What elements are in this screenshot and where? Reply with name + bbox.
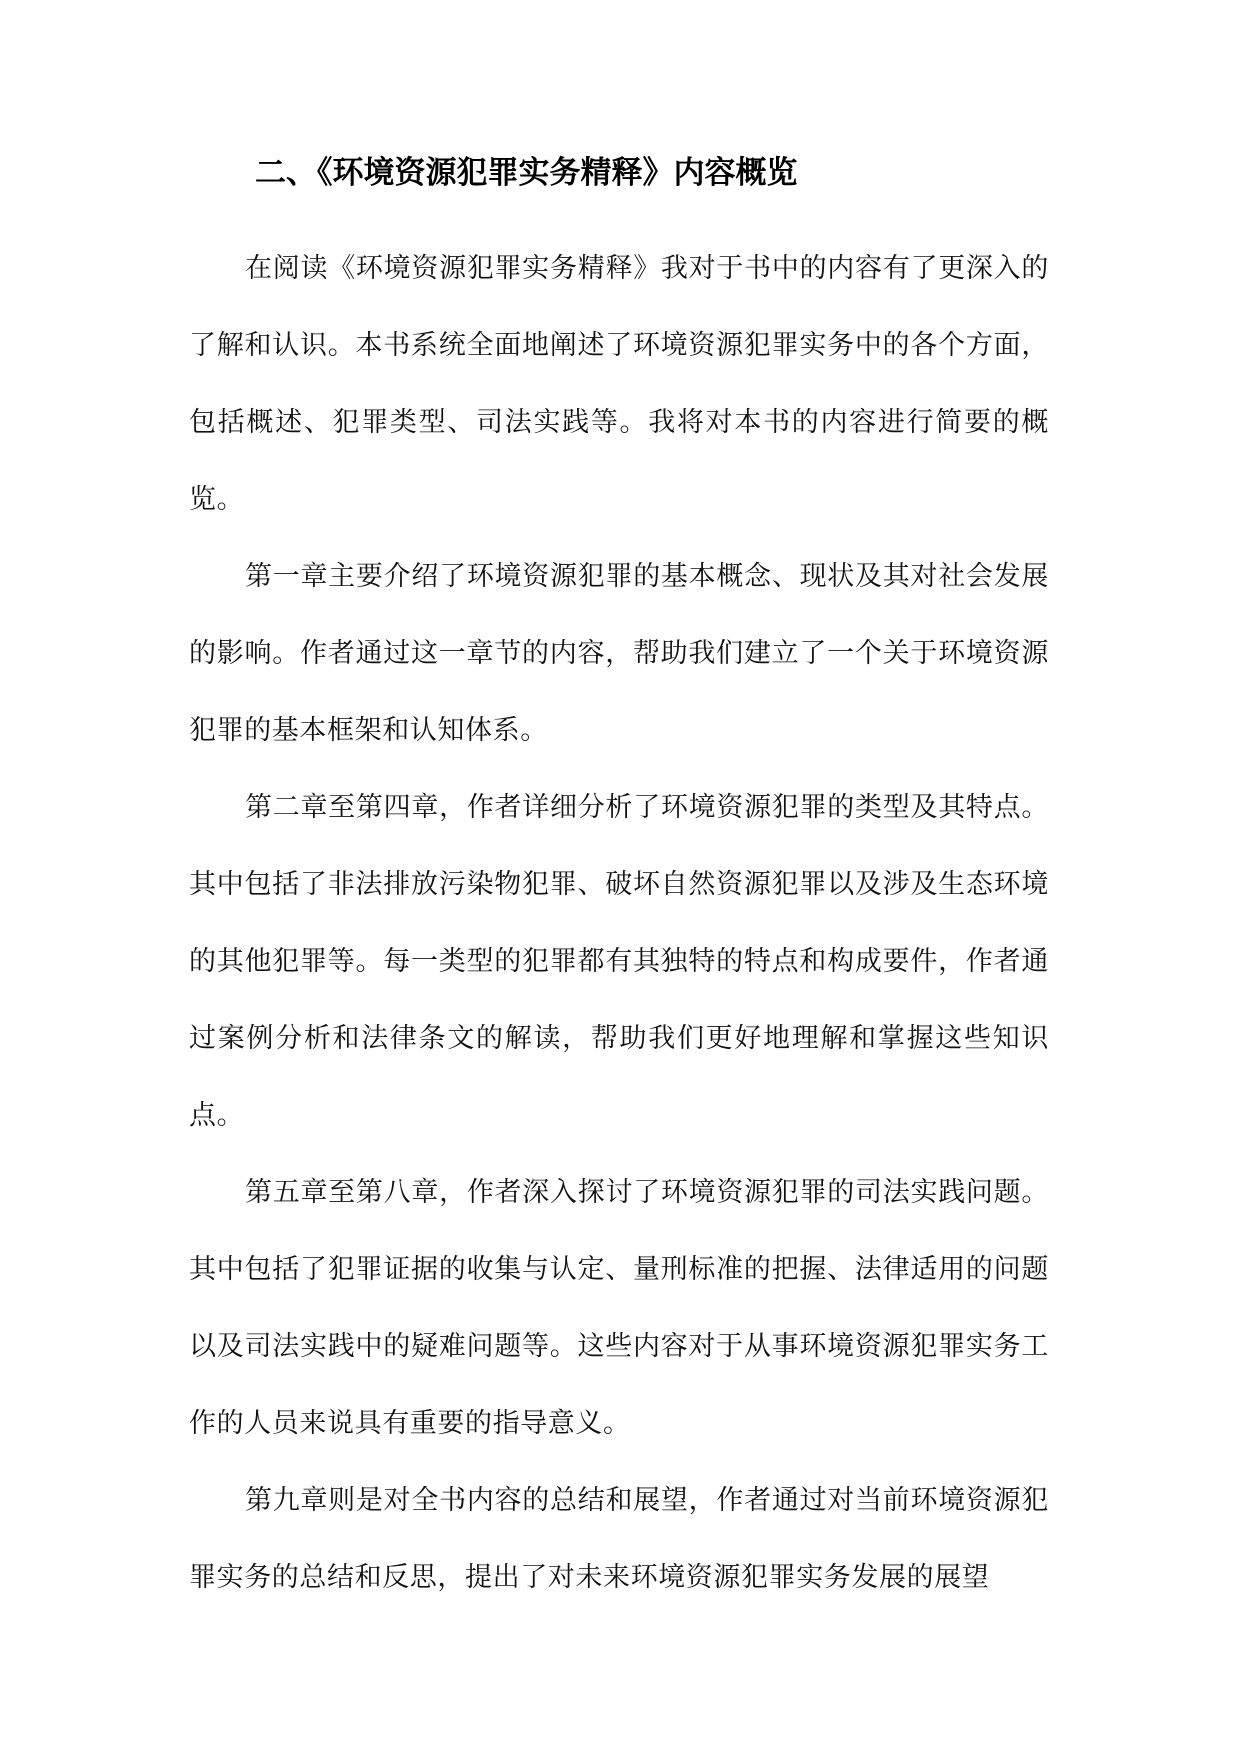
paragraph-chapter-9: 第九章则是对全书内容的总结和展望，作者通过对当前环境资源犯罪实务的总结和反思，提出了对未来环境资源犯罪实务发展的展望 [189,1485,1049,1593]
paragraph-intro: 在阅读《环境资源犯罪实务精释》我对于书中的内容有了更深入的了解和认识。本书系统全面地阐述了环境资源犯罪实务中的各个方面，包括概述、犯罪类型、司法实践等。我将对本书的内容进行简要的概览。 [189,253,1049,515]
paragraph-chapters-2-4: 第二章至第四章，作者详细分析了环境资源犯罪的类型及其特点。其中包括了非法排放污染物犯罪、破坏自然资源犯罪以及涉及生态环境的其他犯罪等。每一类型的犯罪都有其独特的特点和构成要件，作者通过案例分析和法律条文的解读，帮助我们更好地理解和掌握这些知识点。 [189,792,1049,1131]
section-heading: 二、《环境资源犯罪实务精释》内容概览 [255,155,798,191]
body-text [189,230,1049,1616]
paragraph-chapters-5-8: 第五章至第八章，作者深入探讨了环境资源犯罪的司法实践问题。其中包括了犯罪证据的收集与认定、量刑标准的把握、法律适用的问题以及司法实践中的疑难问题等。这些内容对于从事环境资源犯罪实务工作的人员来说具有重要的指导意义。 [189,1177,1049,1439]
paragraph-chapter-1: 第一章主要介绍了环境资源犯罪的基本概念、现状及其对社会发展的影响。作者通过这一章节的内容，帮助我们建立了一个关于环境资源犯罪的基本框架和认知体系。 [189,561,1049,746]
